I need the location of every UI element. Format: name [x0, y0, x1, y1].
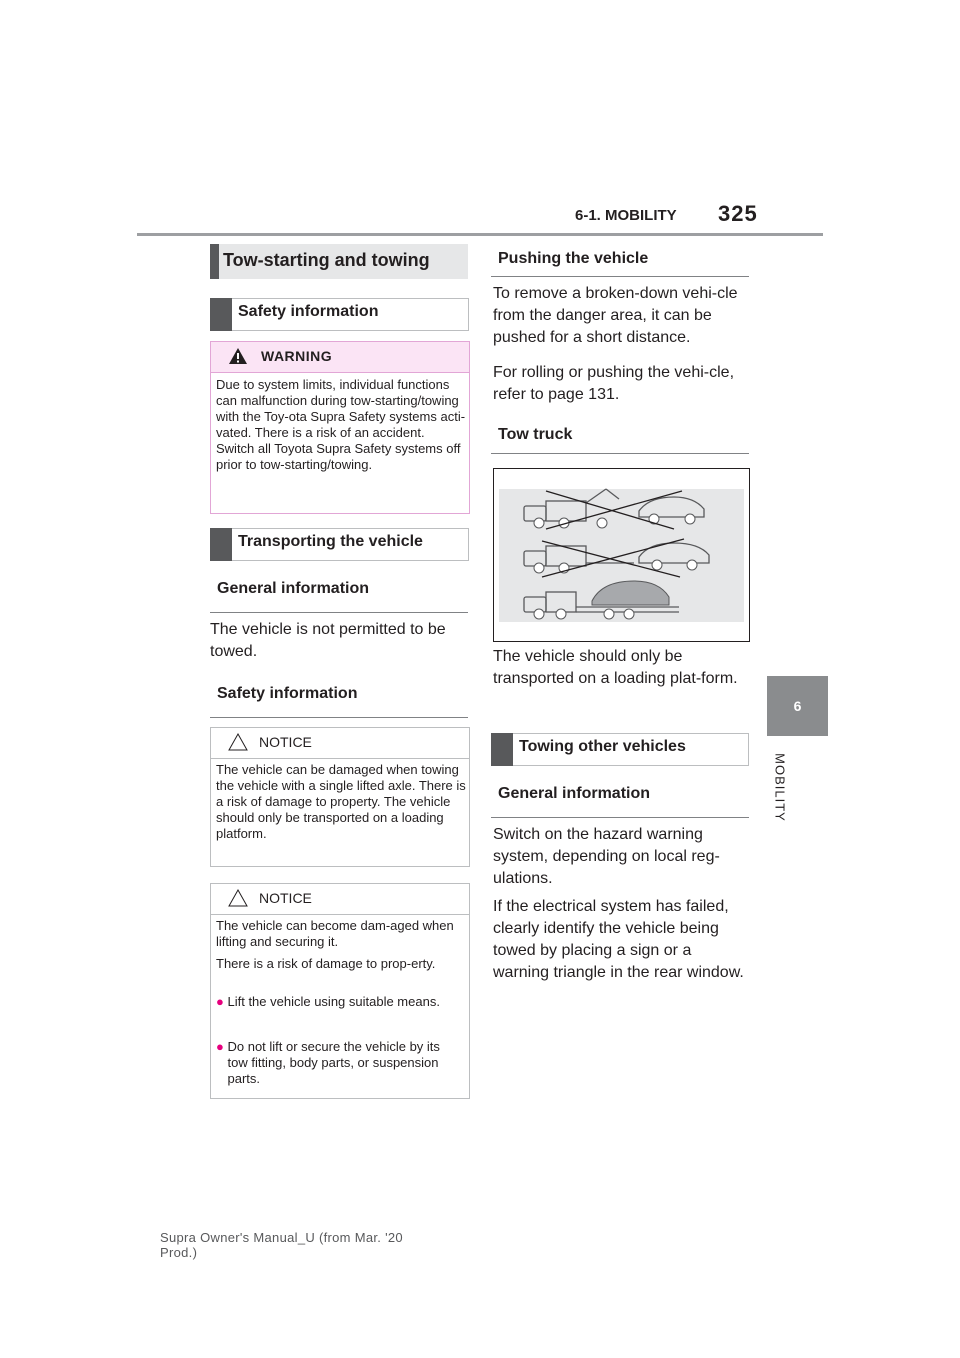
- tow-truck-heading: [491, 421, 749, 454]
- heading-tab-marker: [210, 528, 232, 561]
- push-heading: [491, 244, 749, 277]
- warning-header: [211, 342, 469, 373]
- notice-label: NOTICE: [259, 890, 312, 906]
- footer-line: Supra Owner's Manual_U (from Mar. '20: [160, 1230, 403, 1245]
- general-info-text: The vehicle is not permitted to be towed.: [210, 621, 446, 660]
- chapter-label-text: MOBILITY: [772, 753, 788, 822]
- notice-triangle-icon: [228, 889, 248, 907]
- general-info-heading: [491, 785, 749, 818]
- electrical-text: If the electrical system has failed, clearly identify the vehicle being towed by placing a sign or a warning triangle in the rear window.: [493, 898, 744, 981]
- heading-tab-marker: [210, 244, 219, 279]
- notice-box: [210, 727, 470, 867]
- safety-heading-text: Safety information: [238, 303, 379, 320]
- general-info-heading-text: General information: [498, 785, 651, 802]
- tow-truck-caption: The vehicle should only be transported on a loading plat-form.: [493, 648, 738, 687]
- warning-label: WARNING: [261, 348, 333, 364]
- notice-text: The vehicle can be damaged when towing the vehicle with a single lifted axle. There is a risk of damage to property. The vehicle should only be transported on a loading platform.: [216, 762, 466, 841]
- push-text: For rolling or pushing the vehi-cle, refer to page 131.: [493, 364, 735, 403]
- notice-paragraph: The vehicle can become dam-aged when lifting and securing it.: [216, 918, 454, 949]
- chapter-tab[interactable]: 6: [767, 676, 828, 736]
- main-heading-text: Tow-starting and towing: [223, 250, 430, 270]
- bullet-icon: ●: [216, 994, 224, 1009]
- bullet-icon: ●: [216, 1039, 224, 1054]
- notice-paragraph: There is a risk of damage to prop-erty.: [216, 956, 436, 971]
- footer: [160, 1230, 403, 1260]
- push-heading-text: Pushing the vehicle: [498, 250, 649, 267]
- towing-other-heading: [491, 733, 749, 766]
- push-text: To remove a broken-down vehi-cle from the danger area, it can be pushed for a short distance.: [493, 285, 738, 346]
- notice-bullet-item: [216, 994, 466, 1010]
- notice-header: [211, 884, 469, 915]
- notice-triangle-icon: [228, 733, 248, 751]
- towing-other-heading-text: Towing other vehicles: [519, 738, 686, 755]
- warning-box: [210, 341, 470, 514]
- heading-tab-marker: [210, 298, 232, 331]
- bullet-text: Do not lift or secure the vehicle by its tow fitting, body parts, or suspension parts.: [227, 1039, 440, 1086]
- warning-triangle-icon: [228, 347, 248, 365]
- hazard-text: Switch on the hazard warning system, depending on local reg-ulations.: [493, 826, 720, 887]
- page-number: 325: [718, 201, 758, 226]
- notice-bullet-item: [216, 1039, 466, 1087]
- notice-header: [211, 728, 469, 759]
- general-info-heading-text: General information: [217, 580, 370, 597]
- safety-heading: [210, 298, 469, 331]
- general-info-heading: [210, 580, 468, 613]
- main-heading: [210, 244, 468, 279]
- header-rule: [137, 233, 823, 236]
- tow-truck-illustration-image: [494, 469, 749, 641]
- heading-tab-marker: [491, 733, 513, 766]
- transport-heading: [210, 528, 469, 561]
- warning-text: Due to system limits, individual functions can malfunction during tow-starting/towing with the Toy-ota Supra Safety systems acti-vated. There is a risk of an accident. Switch all Toyota Supra Safety systems off prior to tow-starting/towing.: [216, 377, 466, 472]
- tow-truck-illustration: [493, 468, 750, 642]
- tow-truck-heading-text: Tow truck: [498, 426, 573, 443]
- footer-line: Prod.): [160, 1245, 198, 1260]
- notice-box: [210, 883, 470, 1099]
- notice-label: NOTICE: [259, 734, 312, 750]
- bullet-text: Lift the vehicle using suitable means.: [227, 994, 440, 1009]
- section-title: 6-1. MOBILITY: [575, 207, 677, 224]
- transport-heading-text: Transporting the vehicle: [238, 533, 423, 550]
- safety-sub-heading: [210, 685, 468, 718]
- chapter-label: [770, 745, 790, 835]
- safety-sub-heading-text: Safety information: [217, 685, 358, 702]
